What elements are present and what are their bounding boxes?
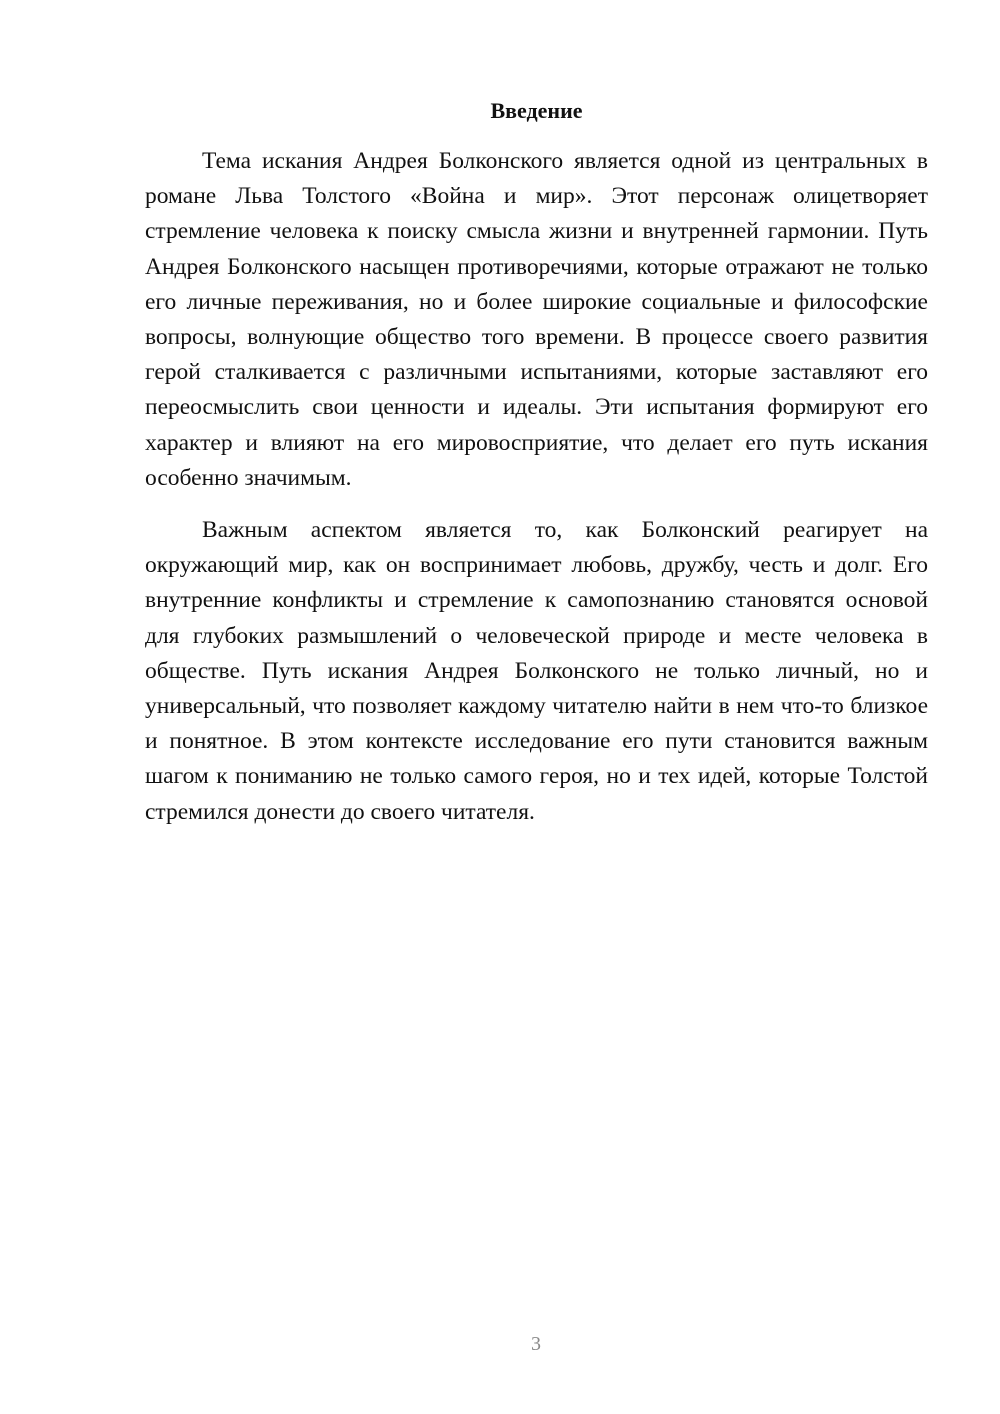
page-number: 3 <box>531 1333 541 1355</box>
page-content <box>145 96 928 830</box>
section-title: Введение <box>490 98 583 123</box>
paragraph-1: Тема искания Андрея Болконского является одной из центральных в романе Льва Толстого «Война и мир». Этот персонаж олицетворяет стремление человека к поиску смысла жизни и внутренней гармонии. Путь Андрея Болконского насыщен противоречиями, которые отражают не только его личные переживания, но и более широкие социальные и философские вопросы, волнующие общество того времени. В процессе своего развития герой сталкивается с различными испытаниями, которые заставляют его переосмыслить свои ценности и идеалы. Эти испытания формируют его характер и влияют на его мировосприятие, что делает его путь искания особенно значимым. <box>145 148 928 491</box>
paragraph-2: Важным аспектом является то, как Болконский реагирует на окружающий мир, как он воспринимает любовь, дружбу, честь и долг. Его внутренние конфликты и стремление к самопознанию становятся основой для глубоких размышлений о человеческой природе и месте человека в обществе. Путь искания Андрея Болконского не только личный, но и универсальный, что позволяет каждому читателю найти в нем что-то близкое и понятное. В этом контексте исследование его пути становится важным шагом к пониманию не только самого героя, но и тех идей, которые Толстой стремился донести до своего читателя. <box>145 517 928 825</box>
